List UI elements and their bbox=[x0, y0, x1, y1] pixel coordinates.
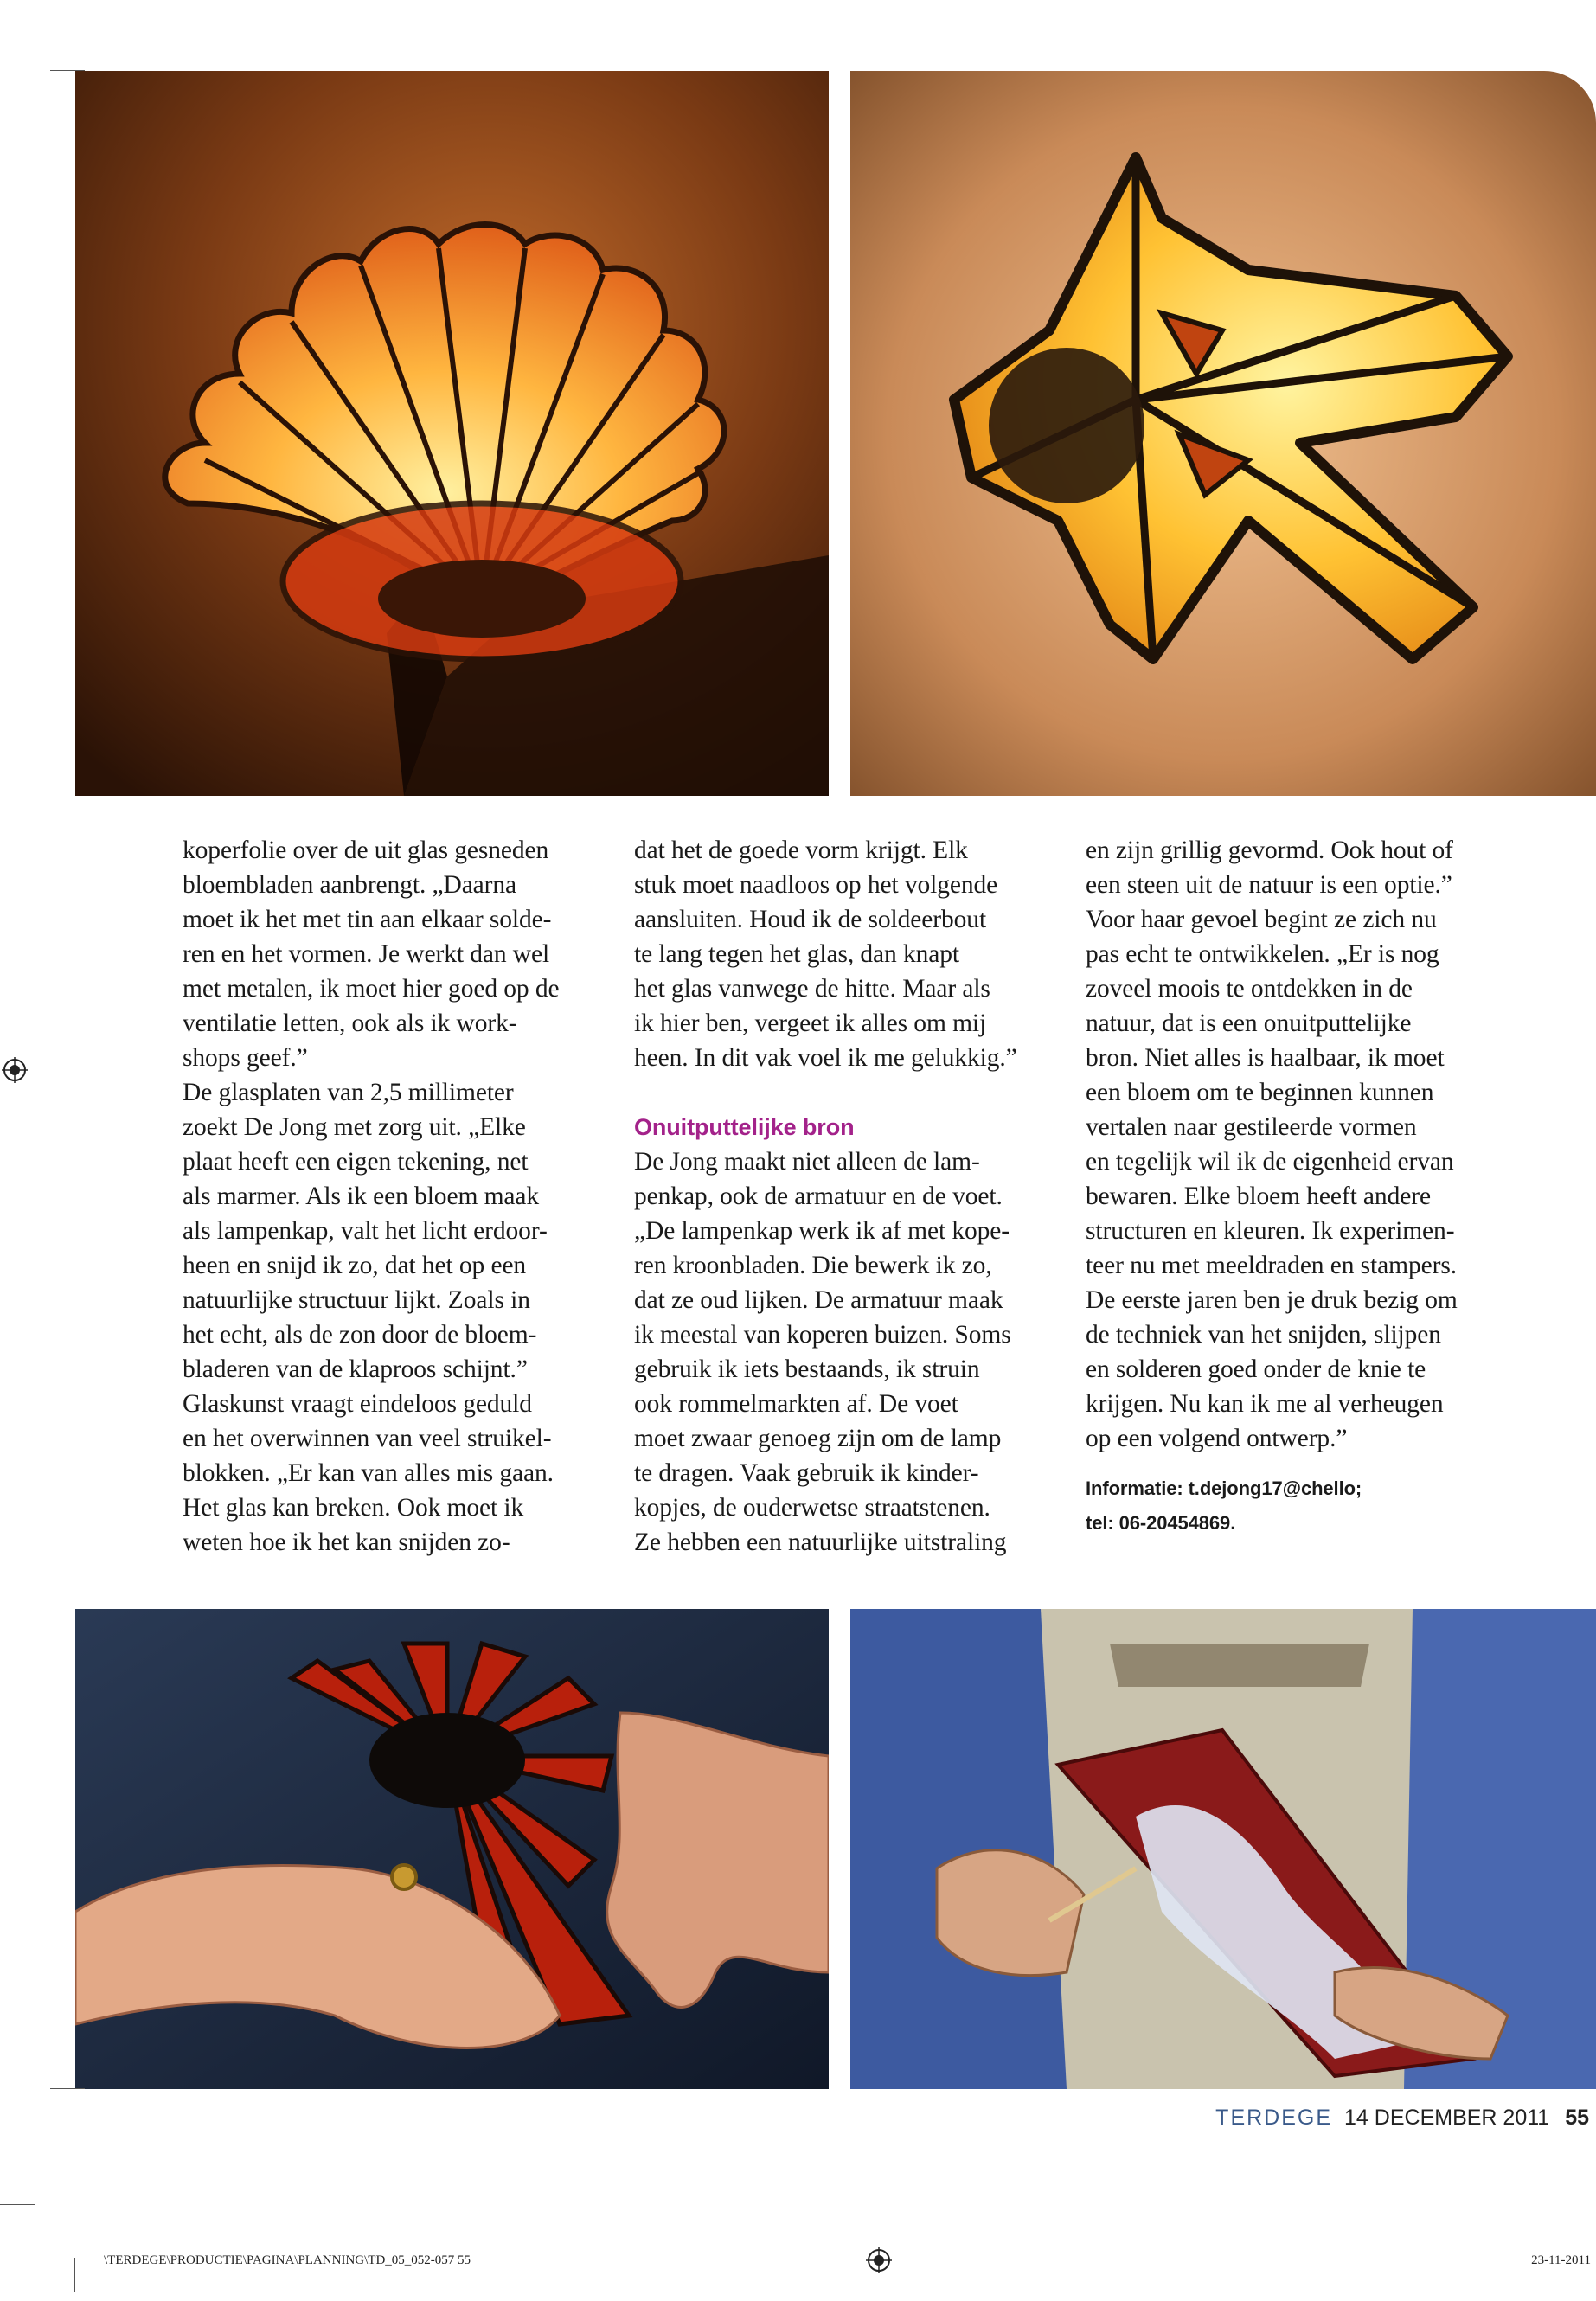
text-line: dat ze oud lijken. De armatuur maak bbox=[634, 1286, 1003, 1314]
magazine-name: TERDEGE bbox=[1215, 2106, 1333, 2130]
star-lamp-illustration bbox=[850, 71, 1596, 796]
production-slug-date: 23-11-2011 bbox=[1531, 2253, 1591, 2267]
text-line: Ze hebben een natuurlijke uitstraling bbox=[634, 1529, 1007, 1556]
text-line: blokken. „Er kan van alles mis gaan. bbox=[183, 1459, 554, 1487]
text-line: penkap, ook de armatuur en de voet. bbox=[634, 1183, 1003, 1210]
article-column-3 bbox=[1086, 833, 1518, 1541]
fan-lamp-illustration bbox=[75, 71, 829, 796]
text-line: en het overwinnen van veel struikel- bbox=[183, 1425, 552, 1452]
text-line: als marmer. Als ik een bloem maak bbox=[183, 1183, 540, 1210]
text-line: met metalen, ik moet hier goed op de bbox=[183, 975, 560, 1003]
contact-phone: tel: 06-20454869. bbox=[1086, 1512, 1236, 1534]
text-line: dat het de goede vorm krijgt. Elk bbox=[634, 836, 968, 864]
text-line: plaat heeft een eigen tekening, net bbox=[183, 1148, 529, 1176]
contact-info bbox=[1086, 1471, 1518, 1541]
column-2-text-before bbox=[634, 833, 1067, 1075]
section-subheading: Onuitputtelijke bron bbox=[634, 1114, 855, 1140]
text-line: koperfolie over de uit glas gesneden bbox=[183, 836, 549, 864]
text-line: een bloem om te beginnen kunnen bbox=[1086, 1079, 1434, 1106]
text-line: zoekt De Jong met zorg uit. „Elke bbox=[183, 1113, 526, 1141]
text-line: moet ik het met tin aan elkaar solde- bbox=[183, 906, 552, 933]
production-slug-path: \TERDEGE\PRODUCTIE\PAGINA\PLANNING\TD_05_052-057 55 bbox=[104, 2253, 471, 2267]
text-line: De eerste jaren ben je druk bezig om bbox=[1086, 1286, 1458, 1314]
text-line: De glasplaten van 2,5 millimeter bbox=[183, 1079, 514, 1106]
text-line: bloembladen aanbrengt. „Daarna bbox=[183, 871, 517, 899]
text-line: Voor haar gevoel begint ze zich nu bbox=[1086, 906, 1437, 933]
registration-mark-icon bbox=[866, 2247, 892, 2273]
hands-glass-illustration bbox=[75, 1609, 829, 2089]
text-line: aansluiten. Houd ik de soldeerbout bbox=[634, 906, 987, 933]
column-2-text-after bbox=[634, 1144, 1067, 1560]
photo-hands-arranging-glass bbox=[75, 1609, 829, 2089]
text-line: pas echt te ontwikkelen. „Er is nog bbox=[1086, 940, 1439, 968]
text-line: bron. Niet alles is haalbaar, ik moet bbox=[1086, 1044, 1445, 1072]
column-3-text bbox=[1086, 833, 1518, 1456]
photo-working-glass bbox=[850, 1609, 1596, 2089]
working-glass-illustration bbox=[850, 1609, 1596, 2089]
text-line: zoveel moois te ontdekken in de bbox=[1086, 975, 1413, 1003]
text-line: vertalen naar gestileerde vormen bbox=[1086, 1113, 1417, 1141]
text-line: kopjes, de ouderwetse straatstenen. bbox=[634, 1494, 990, 1522]
page-footer bbox=[1215, 2106, 1589, 2131]
text-line: ik hier ben, vergeet ik alles om mij bbox=[634, 1009, 987, 1037]
text-line: „De lampenkap werk ik af met kope- bbox=[634, 1217, 1010, 1245]
text-line: gebruik ik iets bestaands, ik struin bbox=[634, 1356, 980, 1383]
text-line: en solderen goed onder de knie te bbox=[1086, 1356, 1426, 1383]
crop-mark bbox=[50, 70, 85, 71]
article-column-2 bbox=[634, 833, 1067, 1560]
text-line: heen. In dit vak voel ik me gelukkig.” bbox=[634, 1044, 1017, 1072]
text-line: een steen uit de natuur is een optie.” bbox=[1086, 871, 1452, 899]
text-line: teer nu met meeldraden en stampers. bbox=[1086, 1252, 1457, 1279]
photo-fan-lamp bbox=[75, 71, 829, 796]
registration-mark-icon bbox=[2, 1057, 28, 1083]
text-line: als lampenkap, valt het licht erdoor- bbox=[183, 1217, 548, 1245]
text-line: het glas vanwege de hitte. Maar als bbox=[634, 975, 990, 1003]
text-line: ren kroonbladen. Die bewerk ik zo, bbox=[634, 1252, 992, 1279]
issue-date: 14 DECEMBER 2011 bbox=[1344, 2106, 1550, 2130]
text-line: stuk moet naadloos op het volgende bbox=[634, 871, 998, 899]
text-line: weten hoe ik het kan snijden zo- bbox=[183, 1529, 510, 1556]
photo-star-lamp bbox=[850, 71, 1596, 796]
text-line: ook rommelmarkten af. De voet bbox=[634, 1390, 958, 1418]
text-line: op een volgend ontwerp.” bbox=[1086, 1425, 1348, 1452]
text-line: Het glas kan breken. Ook moet ik bbox=[183, 1494, 524, 1522]
text-line: te dragen. Vaak gebruik ik kinder- bbox=[634, 1459, 979, 1487]
text-line: ventilatie letten, ook als ik work- bbox=[183, 1009, 517, 1037]
text-line: Glaskunst vraagt eindeloos geduld bbox=[183, 1390, 532, 1418]
page-number: 55 bbox=[1565, 2106, 1589, 2130]
text-line: de techniek van het snijden, slijpen bbox=[1086, 1321, 1441, 1349]
text-line: te lang tegen het glas, dan knapt bbox=[634, 940, 959, 968]
crop-mark bbox=[74, 2258, 75, 2292]
column-1-text bbox=[183, 833, 615, 1560]
crop-mark bbox=[50, 2088, 85, 2089]
text-line: en zijn grillig gevormd. Ook hout of bbox=[1086, 836, 1453, 864]
text-line: het echt, als de zon door de bloem- bbox=[183, 1321, 537, 1349]
text-line: ik meestal van koperen buizen. Soms bbox=[634, 1321, 1011, 1349]
text-line: structuren en kleuren. Ik experimen- bbox=[1086, 1217, 1455, 1245]
text-line: De Jong maakt niet alleen de lam- bbox=[634, 1148, 980, 1176]
contact-email: Informatie: t.dejong17@chello; bbox=[1086, 1477, 1362, 1499]
text-line: natuurlijke structuur lijkt. Zoals in bbox=[183, 1286, 530, 1314]
article-column-1 bbox=[183, 833, 615, 1560]
text-line: en tegelijk wil ik de eigenheid ervan bbox=[1086, 1148, 1454, 1176]
text-line: bewaren. Elke bloem heeft andere bbox=[1086, 1183, 1431, 1210]
text-line: ren en het vormen. Je werkt dan wel bbox=[183, 940, 550, 968]
text-line: natuur, dat is een onuitputtelijke bbox=[1086, 1009, 1412, 1037]
text-line: bladeren van de klaproos schijnt.” bbox=[183, 1356, 528, 1383]
text-line: moet zwaar genoeg zijn om de lamp bbox=[634, 1425, 1002, 1452]
text-line: heen en snijd ik zo, dat het op een bbox=[183, 1252, 527, 1279]
text-line: shops geef.” bbox=[183, 1044, 308, 1072]
text-line: krijgen. Nu kan ik me al verheugen bbox=[1086, 1390, 1444, 1418]
crop-mark bbox=[0, 2204, 35, 2205]
